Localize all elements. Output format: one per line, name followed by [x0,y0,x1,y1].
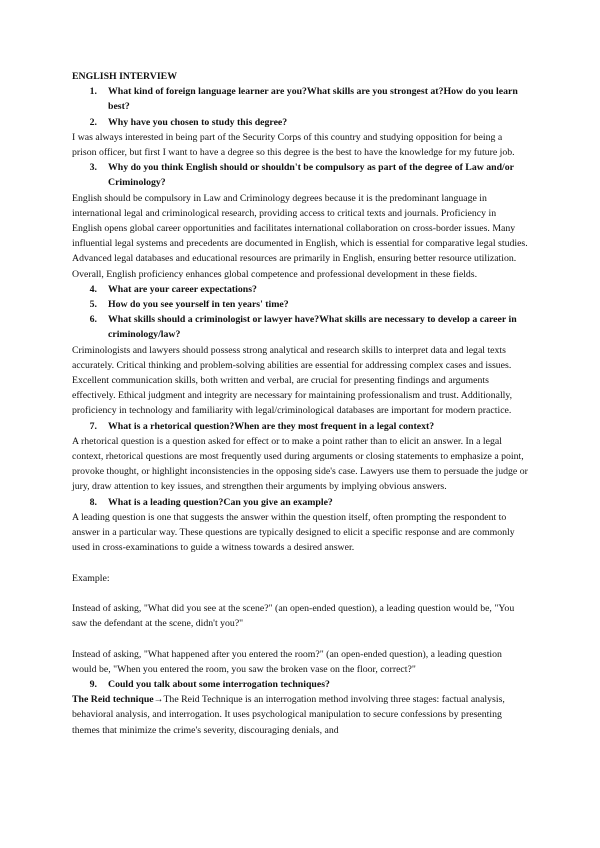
question-text: What skills should a criminologist or lawyer have?What skills are necessary to develop a career in criminology/law? [108,314,517,341]
document-page [72,69,528,738]
question-5 [72,297,528,312]
example-1: Instead of asking, "What did you see at the scene?" (an open-ended question), a leading question would be, "You saw the defendant at the scene, didn't you?" [72,603,515,630]
question-6 [72,312,528,342]
question-text: Could you talk about some interrogation techniques? [108,679,330,691]
question-number: 9. [89,679,97,691]
question-number: 4. [89,283,97,295]
example-label: Example: [72,572,110,584]
question-number: 6. [89,314,97,326]
reid-technique-label: The Reid technique [72,694,154,706]
answer-2: I was always interested in being part of the Security Corps of this country and studying opposition for being a prison officer, but first I want to have a degree so this degree is the best to have the knowledge for my future job. [72,131,515,159]
question-4 [72,282,528,297]
answer-9-text: →The Reid Technique is an interrogation method involving three stages: factual analysis, behavioral analysis, and interrogation. It uses psychological manipulation to secure confessions by presenting themes that minimize the crime's severity, discouraging denials, and [72,694,505,736]
spacer [72,586,528,601]
question-1 [72,84,528,114]
question-9 [72,677,528,692]
question-number: 5. [89,299,97,311]
answer-9 [72,692,528,738]
spacer [72,631,528,646]
question-text: What is a leading question?Can you give an example? [108,496,333,508]
question-text: Why have you chosen to study this degree? [108,116,288,128]
answer-3: English should be compulsory in Law and Criminology degrees because it is the predominant language in international legal and criminological research, providing access to critical texts and journals. Proficiency in English opens global career opportunities and facilitates international collaboration on cross-border issues. Many influential legal systems and precedents are documented in English, which is essential for comparative legal studies. Advanced legal databases and educational resources are primarily in English, ensuring better resource utilization. Overall, English proficiency enhances global competence and professional development in these fields. [72,192,528,280]
spacer [72,556,528,571]
question-number: 3. [89,162,97,174]
question-text: Why do you think English should or shouldn't be compulsory as part of the degree of Law and/or Criminology? [108,162,514,189]
question-number: 2. [89,116,97,128]
question-text: What is a rhetorical question?When are they most frequent in a legal context? [108,420,435,432]
document-title: ENGLISH INTERVIEW [72,71,178,82]
question-text: What are your career expectations? [108,283,257,295]
question-number: 1. [89,86,97,98]
answer-7: A rhetorical question is a question asked for effect or to make a point rather than to elicit an answer. In a legal context, rhetorical questions are most frequently used during arguments or closing statements to emphasize a point, provoke thought, or highlight inconsistencies in the opposing side's case. Lawyers use them to persuade the judge or jury, draw attention to key issues, and strengthen their arguments by implying obvious answers. [72,435,528,493]
question-text: How do you see yourself in ten years' time? [108,299,289,311]
question-2 [72,115,528,130]
answer-8: A leading question is one that suggests the answer within the question itself, often prompting the respondent to answer in a particular way. These questions are typically designed to elicit a specific response and are commonly used in cross-examinations to guide a witness towards a desired answer. [72,511,515,554]
question-7 [72,419,528,434]
example-2: Instead of asking, "What happened after you entered the room?" (an open-ended question), a leading question would be, "When you entered the room, you saw the broken vase on the floor, correct?" [72,648,502,675]
question-3 [72,160,528,190]
answer-6: Criminologists and lawyers should possess strong analytical and research skills to interpret data and legal texts accurately. Critical thinking and problem-solving abilities are essential for addressing complex cases and issues. Excellent communication skills, both written and verbal, are crucial for presenting findings and arguments effectively. Ethical judgment and integrity are necessary for maintaining professionalism and trust. Additionally, proficiency in technology and familiarity with legal/criminological databases are important for modern practice. [72,344,513,417]
question-number: 8. [89,496,97,508]
question-number: 7. [89,420,97,432]
question-text: What kind of foreign language learner are you?What skills are you strongest at?How do you learn best? [108,86,518,113]
question-8 [72,495,528,510]
